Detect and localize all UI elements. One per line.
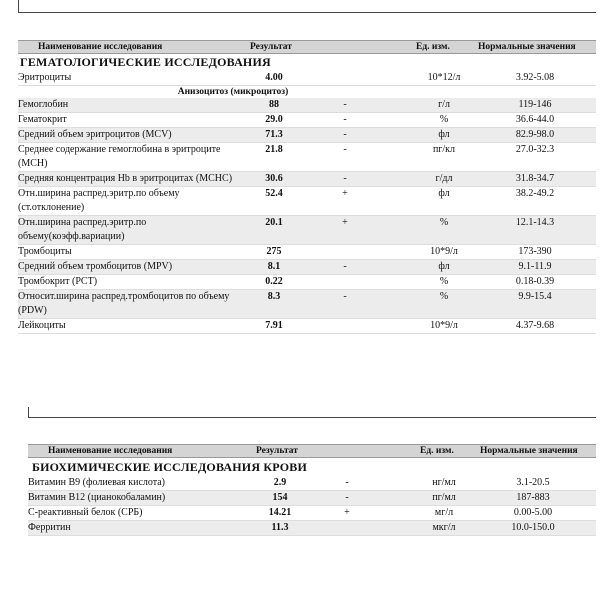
test-name: Гематокрит bbox=[18, 114, 67, 125]
table-row bbox=[18, 319, 596, 334]
section-title: БИОХИМИЧЕСКИЕ ИССЛЕДОВАНИЯ КРОВИ bbox=[32, 460, 308, 474]
reference-range: 187-883 bbox=[516, 492, 550, 503]
test-result: 275 bbox=[266, 246, 282, 257]
test-name: Витамин B9 (фолиевая кислота) bbox=[28, 477, 166, 488]
reference-range: 173-390 bbox=[518, 246, 552, 257]
result-note: Анизоцитоз (микроцитоз) bbox=[177, 87, 289, 97]
test-unit: фл bbox=[438, 188, 450, 199]
table-row bbox=[18, 172, 596, 187]
table-row bbox=[18, 128, 596, 143]
test-name: Тромбоциты bbox=[18, 246, 72, 257]
table-row bbox=[18, 275, 596, 290]
test-result: 29.0 bbox=[265, 114, 283, 125]
header-result: Результат bbox=[256, 446, 298, 456]
deviation-flag: - bbox=[343, 144, 347, 155]
table-row bbox=[18, 216, 596, 245]
reference-range: 31.8-34.7 bbox=[515, 173, 555, 184]
test-result: 0.22 bbox=[265, 276, 283, 287]
deviation-flag: - bbox=[343, 114, 347, 125]
test-result: 30.6 bbox=[265, 173, 283, 184]
test-name: Отн.ширина распред.эритр.по объему(коэфф.вариации) bbox=[18, 217, 147, 242]
test-unit: мг/л bbox=[434, 507, 454, 518]
reference-range: 3.92-5.08 bbox=[515, 72, 555, 83]
reference-range: 36.6-44.0 bbox=[515, 114, 555, 125]
test-unit: пг/кл bbox=[432, 144, 456, 155]
test-result: 71.3 bbox=[265, 129, 283, 140]
test-name: Лейкоциты bbox=[18, 320, 66, 331]
reference-range: 4.37-9.68 bbox=[515, 320, 555, 331]
test-name: Средний объем эритроцитов (MCV) bbox=[18, 129, 172, 140]
test-name: Средний объем тромбоцитов (MPV) bbox=[18, 261, 173, 272]
header-unit: Ед. изм. bbox=[416, 42, 450, 52]
reference-range: 12.1-14.3 bbox=[515, 217, 555, 228]
deviation-flag: - bbox=[343, 291, 347, 302]
deviation-flag: - bbox=[345, 492, 349, 503]
table-header bbox=[18, 40, 596, 54]
test-unit: фл bbox=[438, 261, 450, 272]
test-unit: % bbox=[439, 114, 449, 125]
header-norm: Нормальные значения bbox=[478, 42, 576, 52]
header-result: Результат bbox=[250, 42, 292, 52]
header-unit: Ед. изм. bbox=[420, 446, 454, 456]
test-result: 154 bbox=[272, 492, 288, 503]
test-unit: фл bbox=[438, 129, 450, 140]
test-name: Витамин B12 (цианокобаламин) bbox=[28, 492, 166, 503]
test-unit: 10*9/л bbox=[430, 246, 458, 257]
table-row bbox=[18, 98, 596, 113]
reference-range: 27.0-32.3 bbox=[515, 144, 555, 155]
test-name: Отн.ширина распред.эритр.по объему (ст.отклонение) bbox=[18, 188, 180, 213]
section-title: ГЕМАТОЛОГИЧЕСКИЕ ИССЛЕДОВАНИЯ bbox=[20, 55, 271, 69]
test-name: Ферритин bbox=[28, 522, 71, 533]
header-norm: Нормальные значения bbox=[480, 446, 578, 456]
test-unit: % bbox=[439, 217, 449, 228]
test-result: 52.4 bbox=[265, 188, 283, 199]
table-body bbox=[28, 476, 596, 536]
test-name: Тромбокрит (PCT) bbox=[18, 276, 98, 287]
test-result: 8.1 bbox=[267, 261, 281, 272]
test-name: Гемоглобин bbox=[18, 99, 69, 110]
top-rule-tick bbox=[18, 0, 19, 12]
table-row bbox=[18, 187, 596, 216]
deviation-flag: - bbox=[343, 129, 347, 140]
table-row bbox=[28, 521, 596, 536]
table-row bbox=[18, 245, 596, 260]
reference-range: 0.18-0.39 bbox=[515, 276, 555, 287]
test-result: 88 bbox=[269, 99, 279, 110]
table-body bbox=[18, 71, 596, 334]
test-result: 7.91 bbox=[265, 320, 283, 331]
test-unit: % bbox=[439, 291, 449, 302]
deviation-flag: - bbox=[343, 173, 347, 184]
test-result: 14.21 bbox=[268, 507, 292, 518]
test-name: Средняя концентрация Hb в эритроцитах (MCHC) bbox=[18, 173, 233, 184]
test-unit: 10*9/л bbox=[430, 320, 458, 331]
reference-range: 82.9-98.0 bbox=[515, 129, 555, 140]
test-result: 4.00 bbox=[265, 72, 283, 83]
reference-range: 38.2-49.2 bbox=[515, 188, 555, 199]
test-name: Относит.ширина распред.тромбоцитов по объему (PDW) bbox=[18, 291, 230, 316]
reference-range: 3.1-20.5 bbox=[516, 477, 550, 488]
hematology-table bbox=[18, 40, 596, 334]
table-row bbox=[18, 71, 596, 86]
test-name: С-реактивный белок (СРБ) bbox=[28, 507, 143, 518]
reference-range: 0.00-5.00 bbox=[513, 507, 553, 518]
reference-range: 10.0-150.0 bbox=[511, 522, 555, 533]
table-row bbox=[28, 476, 596, 491]
mid-rule-tick bbox=[28, 407, 29, 417]
reference-range: 119-146 bbox=[518, 99, 552, 110]
deviation-flag: + bbox=[342, 217, 348, 228]
deviation-flag: + bbox=[342, 188, 348, 199]
header-name: Наименование исследования bbox=[38, 42, 163, 52]
table-row bbox=[18, 290, 596, 319]
table-row bbox=[18, 260, 596, 275]
table-row bbox=[18, 113, 596, 128]
test-unit: % bbox=[439, 276, 449, 287]
header-name: Наименование исследования bbox=[48, 446, 173, 456]
test-name: Среднее содержание гемоглобина в эритроците (MCH) bbox=[18, 144, 221, 169]
table-header bbox=[28, 444, 596, 458]
test-result: 11.3 bbox=[271, 522, 289, 533]
reference-range: 9.1-11.9 bbox=[518, 261, 552, 272]
test-unit: мкг/л bbox=[432, 522, 456, 533]
table-row bbox=[28, 491, 596, 506]
reference-range: 9.9-15.4 bbox=[518, 291, 552, 302]
test-unit: пг/мл bbox=[432, 492, 456, 503]
test-unit: 10*12/л bbox=[427, 72, 461, 83]
deviation-flag: + bbox=[344, 507, 350, 518]
test-result: 21.8 bbox=[265, 144, 283, 155]
test-result: 20.1 bbox=[265, 217, 283, 228]
test-unit: нг/мл bbox=[432, 477, 456, 488]
test-unit: г/дл bbox=[435, 173, 453, 184]
table-row bbox=[18, 143, 596, 172]
deviation-flag: - bbox=[343, 99, 347, 110]
biochemistry-table bbox=[28, 444, 596, 536]
mid-rule bbox=[28, 417, 596, 418]
test-unit: г/л bbox=[438, 99, 450, 110]
table-row bbox=[28, 506, 596, 521]
test-name: Эритроциты bbox=[18, 72, 72, 83]
top-rule bbox=[18, 12, 596, 13]
deviation-flag: - bbox=[345, 477, 349, 488]
test-result: 8.3 bbox=[267, 291, 281, 302]
test-result: 2.9 bbox=[273, 477, 287, 488]
deviation-flag: - bbox=[343, 261, 347, 272]
